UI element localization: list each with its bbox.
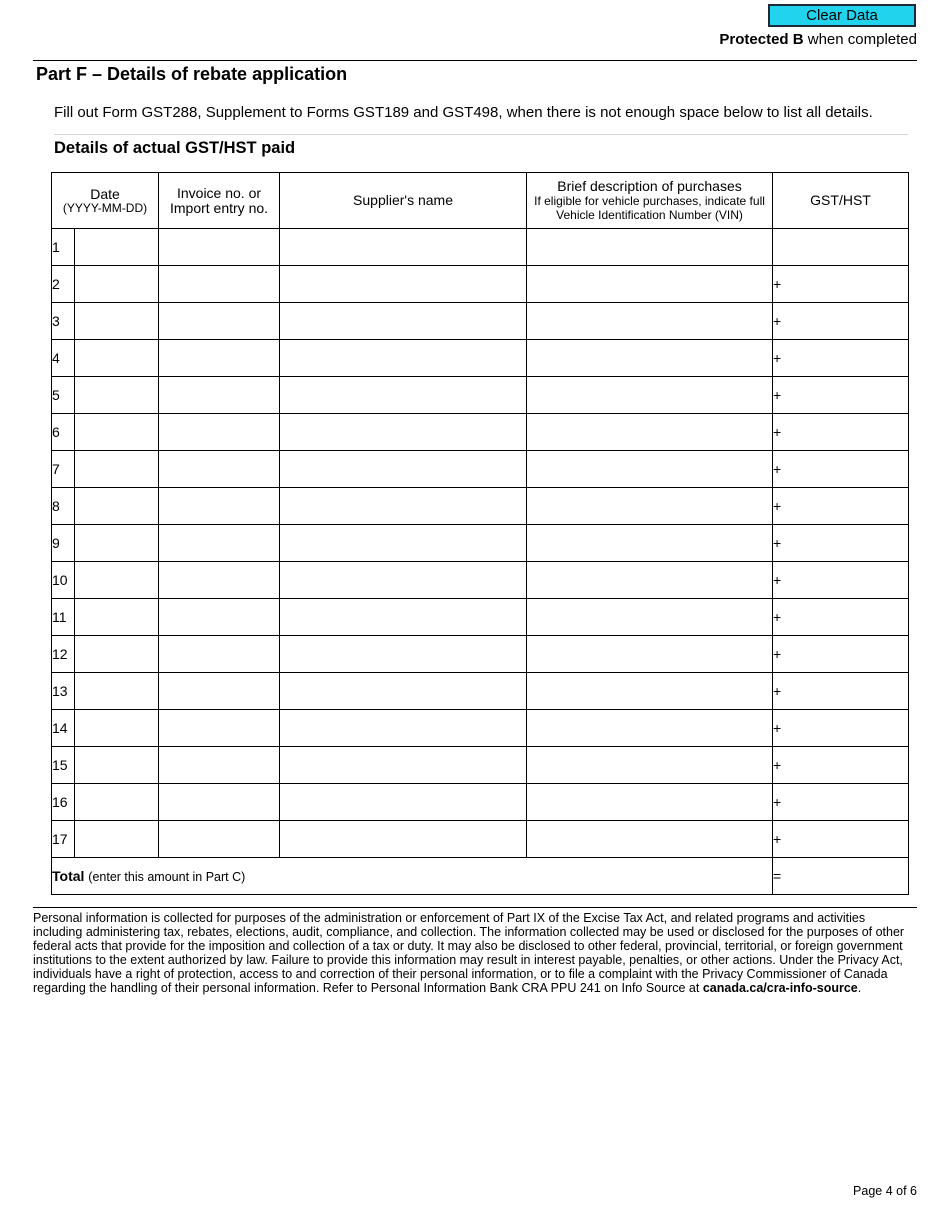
table-row xyxy=(52,636,909,673)
gst-amount-field[interactable] xyxy=(773,414,909,451)
page-number: Page 4 of 6 xyxy=(853,1184,917,1198)
table-header-row xyxy=(52,173,909,229)
plus-sign: + xyxy=(773,313,782,329)
row-number: 7 xyxy=(52,451,75,488)
description-field[interactable] xyxy=(527,673,773,710)
total-note: (enter this amount in Part C) xyxy=(88,870,246,884)
invoice-field[interactable] xyxy=(159,525,280,562)
invoice-field[interactable] xyxy=(159,747,280,784)
privacy-text: Personal information is collected for purposes of the administration or enforcement of Part IX of the Excise Tax Act, and related programs and activities including administering tax, rebates, elections, audit, compliance, and collection. The information collected may be used or disclosed for the purposes of other federal acts that provide for the imposition and collection of a tax or duty. It may also be disclosed to other federal, provincial, territorial, or foreign government institutions to the extent authorized by law. Failure to provide this information may result in interest payable, penalties, or other actions. Under the Privacy Act, individuals have a right of protection, access to and correction of their personal information, or to file a complaint with the Privacy Commissioner of Canada regarding the handling of their personal information. Refer to Personal Information Bank CRA PPU 241 on Info Source at xyxy=(33,911,905,995)
equals-sign: = xyxy=(773,868,782,884)
supplier-field[interactable] xyxy=(280,599,527,636)
gst-amount-field[interactable] xyxy=(773,821,909,858)
privacy-notice xyxy=(33,911,917,995)
date-field[interactable] xyxy=(75,377,159,414)
plus-sign: + xyxy=(773,498,782,514)
table-row xyxy=(52,488,909,525)
table-row xyxy=(52,340,909,377)
description-field[interactable] xyxy=(527,414,773,451)
supplier-field[interactable] xyxy=(280,784,527,821)
info-source-link: canada.ca/cra-info-source xyxy=(702,981,858,995)
description-field[interactable] xyxy=(527,229,773,266)
row-number: 5 xyxy=(52,377,75,414)
supplier-field[interactable] xyxy=(280,710,527,747)
gst-amount-field[interactable] xyxy=(773,266,909,303)
table-row xyxy=(52,673,909,710)
description-field[interactable] xyxy=(527,303,773,340)
gst-amount-field[interactable] xyxy=(773,599,909,636)
date-field[interactable] xyxy=(75,784,159,821)
invoice-field[interactable] xyxy=(159,414,280,451)
plus-sign: + xyxy=(773,609,782,625)
gst-amount-field[interactable] xyxy=(773,488,909,525)
gst-amount-field[interactable] xyxy=(773,340,909,377)
row-number: 2 xyxy=(52,266,75,303)
total-label-cell xyxy=(52,858,773,895)
date-field[interactable] xyxy=(75,414,159,451)
row-number: 13 xyxy=(52,673,75,710)
gst-amount-field[interactable] xyxy=(773,377,909,414)
table-row xyxy=(52,451,909,488)
instruction-text: Fill out Form GST288, Supplement to Forms GST189 and GST498, when there is not enough space below to list all details. xyxy=(54,104,873,121)
supplier-field[interactable] xyxy=(280,673,527,710)
plus-sign: + xyxy=(773,831,782,847)
supplier-field[interactable] xyxy=(280,340,527,377)
invoice-header-line2: Import entry no. xyxy=(169,199,269,216)
gst-amount-field[interactable] xyxy=(773,303,909,340)
gst-column-header xyxy=(773,173,909,229)
row-number: 16 xyxy=(52,784,75,821)
details-table xyxy=(51,172,909,895)
plus-sign: + xyxy=(773,757,782,773)
row-number: 9 xyxy=(52,525,75,562)
table-row xyxy=(52,303,909,340)
privacy-period: . xyxy=(857,981,862,995)
date-field[interactable] xyxy=(75,562,159,599)
clear-data-button[interactable]: Clear Data xyxy=(768,4,916,27)
gst-amount-field[interactable] xyxy=(773,562,909,599)
total-label: Total xyxy=(52,868,85,884)
plus-sign: + xyxy=(773,461,782,477)
plus-sign: + xyxy=(773,535,782,551)
date-field[interactable] xyxy=(75,710,159,747)
section-title: Details of actual GST/HST paid xyxy=(54,139,296,157)
plus-sign: + xyxy=(773,720,782,736)
description-field[interactable] xyxy=(527,525,773,562)
date-field[interactable] xyxy=(75,303,159,340)
part-f-title: Part F – Details of rebate application xyxy=(36,64,348,84)
plus-sign: + xyxy=(773,350,782,366)
invoice-field[interactable] xyxy=(159,562,280,599)
plus-sign: + xyxy=(773,276,782,292)
gst-amount-field[interactable] xyxy=(773,747,909,784)
plus-sign: + xyxy=(773,646,782,662)
plus-sign: + xyxy=(773,572,782,588)
supplier-field[interactable] xyxy=(280,266,527,303)
invoice-field[interactable] xyxy=(159,229,280,266)
date-field[interactable] xyxy=(75,266,159,303)
description-field[interactable] xyxy=(527,562,773,599)
description-field[interactable] xyxy=(527,747,773,784)
protected-b-label: Protected B xyxy=(719,31,804,48)
row-number: 12 xyxy=(52,636,75,673)
total-amount-field[interactable] xyxy=(773,858,909,895)
date-field[interactable] xyxy=(75,488,159,525)
description-field[interactable] xyxy=(527,710,773,747)
gst-amount-field[interactable] xyxy=(773,525,909,562)
row-number: 8 xyxy=(52,488,75,525)
gst-header-label: GST/HST xyxy=(810,192,871,208)
description-field[interactable] xyxy=(527,340,773,377)
date-field[interactable] xyxy=(75,451,159,488)
protected-b-notice xyxy=(719,31,917,48)
row-number: 10 xyxy=(52,562,75,599)
top-divider xyxy=(33,60,917,61)
description-field[interactable] xyxy=(527,636,773,673)
invoice-field[interactable] xyxy=(159,266,280,303)
description-field[interactable] xyxy=(527,266,773,303)
invoice-field[interactable] xyxy=(159,599,280,636)
row-number: 4 xyxy=(52,340,75,377)
date-field[interactable] xyxy=(75,525,159,562)
description-field[interactable] xyxy=(527,451,773,488)
row-number: 3 xyxy=(52,303,75,340)
invoice-field[interactable] xyxy=(159,673,280,710)
invoice-field[interactable] xyxy=(159,377,280,414)
footer-divider xyxy=(33,907,917,908)
description-field[interactable] xyxy=(527,821,773,858)
table-row xyxy=(52,377,909,414)
supplier-field[interactable] xyxy=(280,747,527,784)
supplier-field[interactable] xyxy=(280,451,527,488)
description-field[interactable] xyxy=(527,377,773,414)
table-row xyxy=(52,710,909,747)
supplier-column-header xyxy=(280,173,527,229)
description-field[interactable] xyxy=(527,488,773,525)
invoice-field[interactable] xyxy=(159,340,280,377)
invoice-field[interactable] xyxy=(159,784,280,821)
date-field[interactable] xyxy=(75,229,159,266)
supplier-field[interactable] xyxy=(280,229,527,266)
date-field[interactable] xyxy=(75,340,159,377)
date-field[interactable] xyxy=(75,636,159,673)
section-divider xyxy=(54,134,908,135)
invoice-field[interactable] xyxy=(159,488,280,525)
description-header-label: Brief description of purchases xyxy=(557,178,742,194)
supplier-field[interactable] xyxy=(280,377,527,414)
row-number: 6 xyxy=(52,414,75,451)
supplier-field[interactable] xyxy=(280,414,527,451)
row-number: 17 xyxy=(52,821,75,858)
invoice-field[interactable] xyxy=(159,710,280,747)
row-number: 11 xyxy=(52,599,75,636)
supplier-field[interactable] xyxy=(280,488,527,525)
date-format-hint: (YYYY-MM-DD) xyxy=(62,200,148,215)
table-row xyxy=(52,784,909,821)
plus-sign: + xyxy=(773,794,782,810)
row-number: 1 xyxy=(52,229,75,266)
supplier-field[interactable] xyxy=(280,525,527,562)
row-number: 15 xyxy=(52,747,75,784)
table-row xyxy=(52,747,909,784)
date-header-label: Date xyxy=(90,185,120,202)
date-field[interactable] xyxy=(75,673,159,710)
date-field[interactable] xyxy=(75,821,159,858)
supplier-field[interactable] xyxy=(280,636,527,673)
date-column-header xyxy=(52,173,159,229)
description-field[interactable] xyxy=(527,599,773,636)
gst-amount-field[interactable] xyxy=(773,710,909,747)
supplier-field[interactable] xyxy=(280,821,527,858)
gst-amount-field[interactable] xyxy=(773,636,909,673)
gst-amount-field[interactable] xyxy=(773,673,909,710)
supplier-field[interactable] xyxy=(280,562,527,599)
table-row xyxy=(52,599,909,636)
table-body xyxy=(52,229,909,858)
table-row xyxy=(52,266,909,303)
table-row xyxy=(52,414,909,451)
description-field[interactable] xyxy=(527,784,773,821)
total-row xyxy=(52,858,909,895)
invoice-column-header xyxy=(159,173,280,229)
date-field[interactable] xyxy=(75,599,159,636)
description-note-line1: If eligible for vehicle purchases, indicate full xyxy=(534,194,765,208)
supplier-field[interactable] xyxy=(280,303,527,340)
description-column-header xyxy=(527,173,773,229)
invoice-field[interactable] xyxy=(159,636,280,673)
gst-amount-field[interactable] xyxy=(773,784,909,821)
table-row xyxy=(52,562,909,599)
invoice-field[interactable] xyxy=(159,821,280,858)
supplier-header-label: Supplier's name xyxy=(353,192,453,208)
invoice-field[interactable] xyxy=(159,451,280,488)
description-note-line2: Vehicle Identification Number (VIN) xyxy=(556,208,743,222)
plus-sign: + xyxy=(773,424,782,440)
plus-sign: + xyxy=(773,683,782,699)
gst-amount-field[interactable] xyxy=(773,229,909,266)
invoice-header-line1: Invoice no. or xyxy=(176,184,262,201)
date-field[interactable] xyxy=(75,747,159,784)
invoice-field[interactable] xyxy=(159,303,280,340)
table-row xyxy=(52,229,909,266)
table-row xyxy=(52,525,909,562)
row-number: 14 xyxy=(52,710,75,747)
table-row xyxy=(52,821,909,858)
plus-sign: + xyxy=(773,387,782,403)
gst-amount-field[interactable] xyxy=(773,451,909,488)
protected-b-suffix: when completed xyxy=(803,31,917,48)
